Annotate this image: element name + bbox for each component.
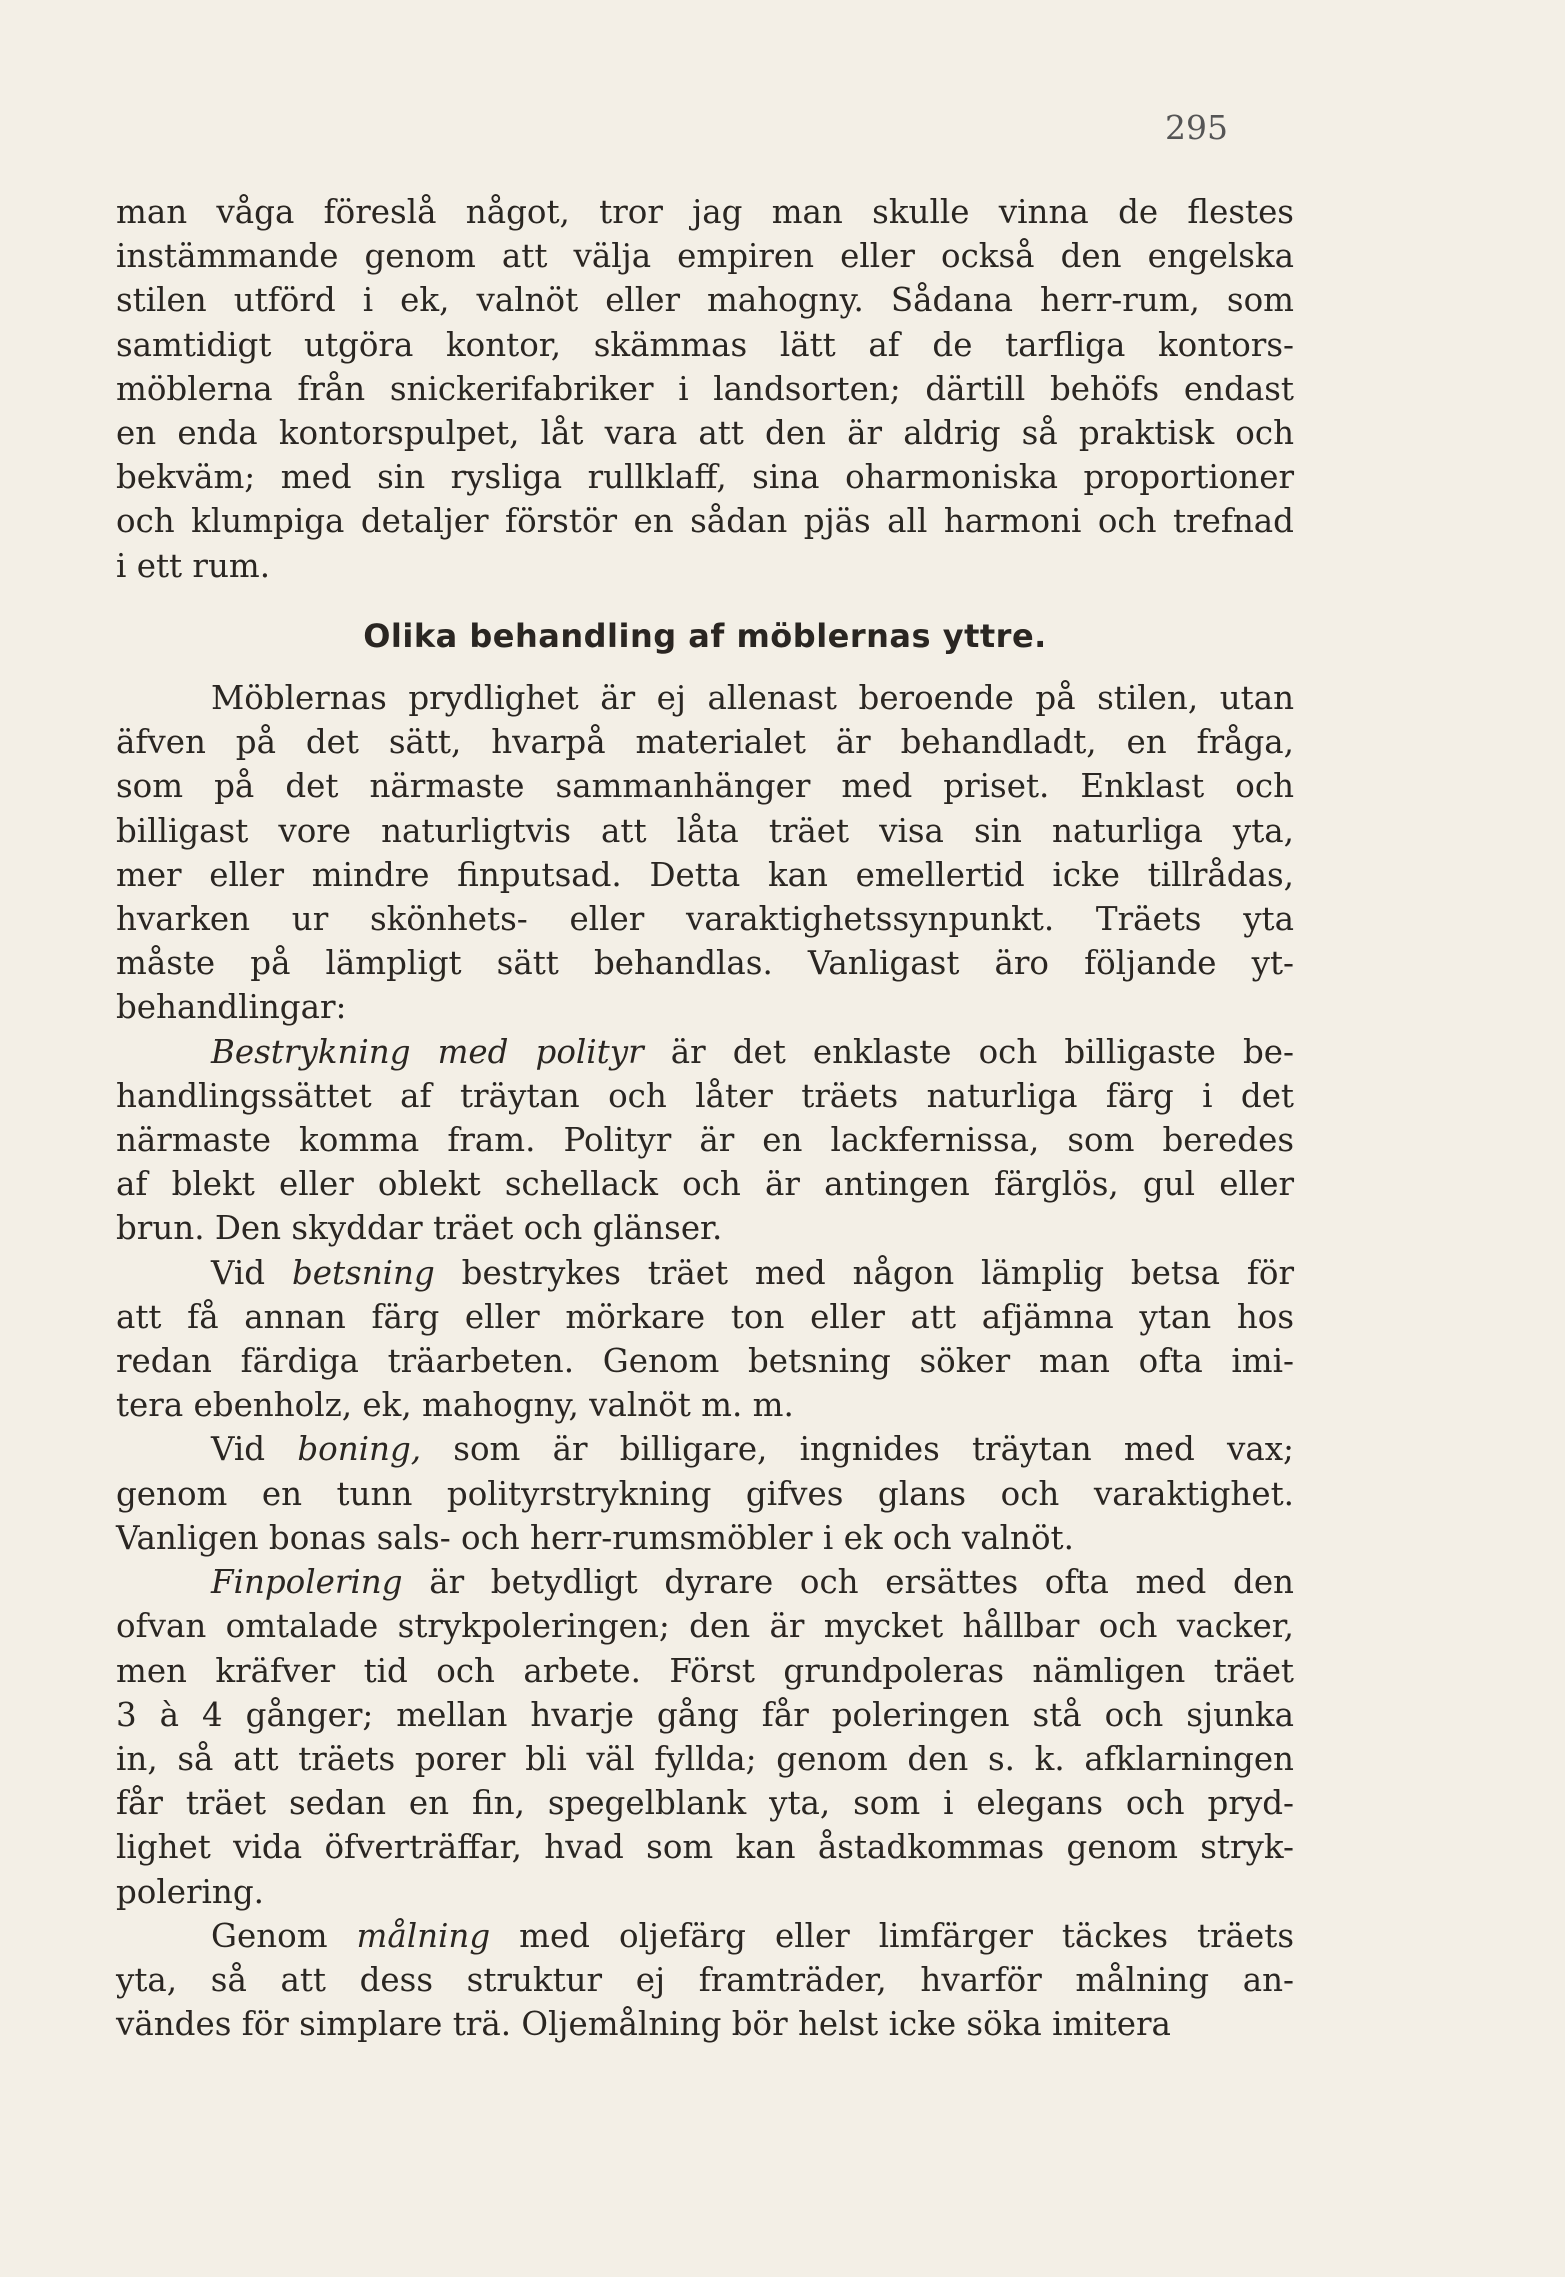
paragraph	[116, 1030, 1294, 1251]
lead-text: Vid	[211, 1430, 298, 1469]
italic-term: Finpolering	[211, 1563, 403, 1602]
lead-text: Vid	[211, 1253, 292, 1292]
line-text: är betydligt dyrare och ersättes ofta med den	[402, 1563, 1294, 1602]
text-line	[116, 1427, 1294, 1471]
text-line: lighet vida öfverträffar, hvad som kan åstadkommas genom stryk-	[116, 1828, 1294, 1867]
text-line: instämmande genom att välja empiren eller också den engelska	[116, 237, 1294, 276]
section-body	[116, 676, 1294, 2046]
text-line: men kräfver tid och arbete. Först grundpoleras nämligen träet	[116, 1651, 1294, 1690]
text-line: får träet sedan en fin, spegelblank yta, som i elegans och pryd-	[116, 1784, 1294, 1823]
text-line: genom en tunn polityrstrykning gifves glans och varaktighet.	[116, 1474, 1294, 1513]
text-line: Vanligen bonas sals- och herr-rumsmöbler i ek och valnöt.	[116, 1518, 1074, 1557]
text-line: tera ebenholz, ek, mahogny, valnöt m. m.	[116, 1386, 794, 1425]
text-line: ofvan omtalade strykpoleringen; den är mycket hållbar och vacker,	[116, 1607, 1294, 1646]
paragraph	[116, 190, 1294, 588]
text-line: polering.	[116, 1872, 264, 1911]
text-line: som på det närmaste sammanhänger med priset. Enklast och	[116, 767, 1294, 806]
text-line: man våga föreslå något, tror jag man skulle vinna de flestes	[116, 193, 1294, 231]
line-text: bestrykes träet med någon lämplig betsa för	[434, 1253, 1294, 1292]
text-line: i ett rum.	[116, 546, 271, 585]
text-line: äfven på det sätt, hvarpå materialet är behandladt, en fråga,	[116, 723, 1294, 762]
text-line: vändes för simplare trä. Oljemålning bör helst icke söka imitera	[116, 2005, 1171, 2044]
line-text: som är billigare, ingnides träytan med vax;	[421, 1430, 1294, 1469]
text-line: Möblernas prydlighet är ej allenast beroende på stilen, utan	[211, 679, 1294, 718]
paragraph	[116, 1914, 1294, 2047]
text-line: redan färdiga träarbeten. Genom betsning söker man ofta imi-	[116, 1342, 1294, 1381]
text-line: hvarken ur skönhets- eller varaktighetssynpunkt. Träets yta	[116, 900, 1294, 939]
text-line: handlingssättet af träytan och låter träets naturliga färg i det	[116, 1076, 1294, 1115]
text-line	[116, 1560, 1294, 1604]
italic-term: målning	[356, 1916, 491, 1955]
text-line	[116, 1030, 1294, 1074]
page-number: 295	[1165, 108, 1228, 147]
text-line: 3 à 4 gånger; mellan hvarje gång får poleringen stå och sjunka	[116, 1695, 1294, 1734]
italic-term: boning,	[297, 1430, 422, 1469]
text-line: möblerna från snickerifabriker i landsorten; därtill behöfs endast	[116, 369, 1294, 408]
text-line: samtidigt utgöra kontor, skämmas lätt af de tarfliga kontors-	[116, 325, 1294, 364]
text-line: af blekt eller oblekt schellack och är antingen färglös, gul eller	[116, 1165, 1294, 1204]
text-line: och klumpiga detaljer förstör en sådan pjäs all harmoni och trefnad	[116, 502, 1294, 541]
text-line: att få annan färg eller mörkare ton eller att afjämna ytan hos	[116, 1297, 1294, 1336]
text-line: brun. Den skyddar träet och glänser.	[116, 1209, 723, 1248]
text-line: yta, så att dess struktur ej framträder, hvarför målning an-	[116, 1960, 1294, 1999]
paragraph	[116, 1427, 1294, 1560]
paragraph	[116, 1251, 1294, 1428]
text-line: en enda kontorspulpet, låt vara att den är aldrig så praktisk och	[116, 414, 1294, 453]
text-line	[116, 1251, 1294, 1295]
text-line: närmaste komma fram. Polityr är en lackfernissa, som beredes	[116, 1121, 1294, 1160]
text-line: billigast vore naturligtvis att låta träet visa sin naturliga yta,	[116, 811, 1294, 850]
intro-paragraph	[116, 190, 1294, 588]
lead-text: Genom	[211, 1916, 357, 1955]
line-text: med oljefärg eller limfärger täckes träets	[490, 1916, 1294, 1955]
italic-term: betsning	[291, 1253, 435, 1292]
paragraph	[116, 1560, 1294, 1914]
body-text	[116, 190, 1294, 2046]
paragraph	[116, 676, 1294, 1030]
line-text: är det enklaste och billigaste be-	[643, 1032, 1294, 1071]
text-line: in, så att träets porer bli väl fyllda; genom den s. k. afklarningen	[116, 1739, 1294, 1778]
italic-term: Bestrykning med polityr	[211, 1032, 644, 1071]
text-line	[116, 1914, 1294, 1958]
text-line: stilen utförd i ek, valnöt eller mahogny. Sådana herr-rum, som	[116, 281, 1294, 320]
text-line: bekväm; med sin rysliga rullklaff, sina oharmoniska proportioner	[116, 458, 1294, 497]
text-line: mer eller mindre finputsad. Detta kan emellertid icke tillrådas,	[116, 855, 1294, 894]
text-line: måste på lämpligt sätt behandlas. Vanligast äro följande yt-	[116, 944, 1294, 983]
text-line: behandlingar:	[116, 988, 347, 1027]
section-heading: Olika behandling af möblernas yttre.	[363, 616, 1047, 655]
